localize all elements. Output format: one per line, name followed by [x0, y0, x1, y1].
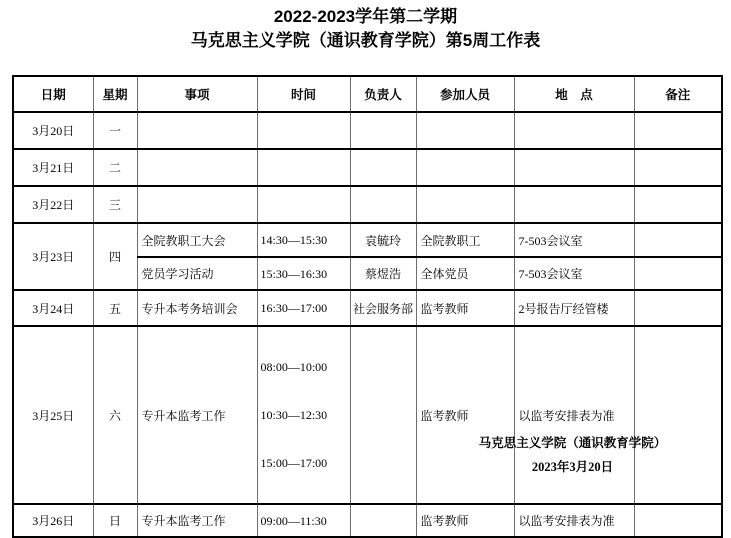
cell-weekday: 六 — [93, 326, 137, 504]
cell-date: 3月22日 — [13, 186, 93, 223]
cell-location: 2号报告厅经管楼 — [514, 290, 634, 326]
cell-item: 专升本监考工作 — [137, 504, 257, 537]
header-weekday: 星期 — [93, 76, 137, 112]
table-row-tue — [13, 149, 722, 186]
cell-note-empty — [634, 112, 722, 149]
cell-date: 3月21日 — [13, 149, 93, 186]
signature-org: 马克思主义学院（通识教育学院） — [478, 436, 667, 450]
cell-location-empty — [514, 186, 634, 223]
cell-weekday: 日 — [93, 504, 137, 537]
header-owner: 负责人 — [350, 76, 416, 112]
cell-participants: 全院教职工 — [416, 223, 514, 257]
cell-owner-empty — [350, 326, 416, 504]
cell-weekday: 五 — [93, 290, 137, 326]
title-line-schedule: 马克思主义学院（通识教育学院）第5周工作表 — [190, 31, 541, 50]
document-title — [0, 5, 731, 53]
header-participants: 参加人员 — [416, 76, 514, 112]
cell-time-multi — [257, 326, 350, 504]
cell-owner-empty — [350, 112, 416, 149]
cell-participants: 全体党员 — [416, 257, 514, 290]
cell-item-empty — [137, 112, 257, 149]
header-time: 时间 — [257, 76, 350, 112]
cell-date: 3月20日 — [13, 112, 93, 149]
cell-note-empty — [634, 257, 722, 290]
cell-item: 专升本考务培训会 — [137, 290, 257, 326]
cell-location: 以监考安排表为准 — [514, 504, 634, 537]
cell-weekday: 一 — [93, 112, 137, 149]
cell-item-empty — [137, 186, 257, 223]
time-slot-3: 15:00—17:00 — [260, 456, 328, 470]
cell-item: 专升本监考工作 — [137, 326, 257, 504]
cell-owner: 袁毓玲 — [350, 223, 416, 257]
table-row-wed — [13, 186, 722, 223]
signature-block — [465, 436, 680, 475]
cell-owner-empty — [350, 149, 416, 186]
cell-date: 3月23日 — [13, 223, 93, 290]
time-slot-1: 08:00—10:00 — [260, 360, 328, 374]
cell-time: 14:30—15:30 — [257, 223, 350, 257]
cell-participants: 监考教师 — [416, 290, 514, 326]
header-note: 备注 — [634, 76, 722, 112]
cell-location: 以监考安排表为准 — [514, 326, 634, 504]
table-row-mon — [13, 112, 722, 149]
cell-participants-empty — [416, 186, 514, 223]
cell-time-empty — [257, 149, 350, 186]
cell-note-empty — [634, 186, 722, 223]
cell-note-empty — [634, 149, 722, 186]
cell-note-empty — [634, 223, 722, 257]
cell-date: 3月25日 — [13, 326, 93, 504]
cell-time-empty — [257, 186, 350, 223]
cell-date: 3月24日 — [13, 290, 93, 326]
cell-location: 7-503会议室 — [514, 223, 634, 257]
table-row-sun — [13, 504, 722, 537]
cell-item-empty — [137, 149, 257, 186]
cell-time: 09:00—11:30 — [257, 504, 350, 537]
table-row-fri — [13, 290, 722, 326]
cell-owner: 社会服务部 — [350, 290, 416, 326]
cell-location-empty — [514, 149, 634, 186]
cell-location: 7-503会议室 — [514, 257, 634, 290]
cell-participants-empty — [416, 112, 514, 149]
header-date: 日期 — [13, 76, 93, 112]
cell-time: 16:30—17:00 — [257, 290, 350, 326]
cell-note-empty — [634, 326, 722, 504]
cell-owner: 蔡煜浩 — [350, 257, 416, 290]
table-row-sat — [13, 326, 722, 504]
time-slot-2: 10:30—12:30 — [260, 408, 328, 422]
cell-time: 15:30—16:30 — [257, 257, 350, 290]
title-line-semester: 2022-2023学年第二学期 — [273, 7, 458, 26]
cell-weekday: 三 — [93, 186, 137, 223]
cell-date: 3月26日 — [13, 504, 93, 537]
cell-participants: 监考教师 — [416, 326, 514, 504]
cell-item: 党员学习活动 — [137, 257, 257, 290]
cell-item: 全院教职工大会 — [137, 223, 257, 257]
cell-time-empty — [257, 112, 350, 149]
cell-location-empty — [514, 112, 634, 149]
cell-owner-empty — [350, 504, 416, 537]
table-row-thu-entry1 — [13, 223, 722, 257]
cell-participants-empty — [416, 149, 514, 186]
cell-participants: 监考教师 — [416, 504, 514, 537]
table-header-row — [13, 76, 722, 112]
cell-weekday: 四 — [93, 223, 137, 290]
cell-note-empty — [634, 504, 722, 537]
cell-owner-empty — [350, 186, 416, 223]
signature-date: 2023年3月20日 — [531, 460, 614, 474]
cell-weekday: 二 — [93, 149, 137, 186]
header-location: 地 点 — [514, 76, 634, 112]
cell-note-empty — [634, 290, 722, 326]
header-item: 事项 — [137, 76, 257, 112]
